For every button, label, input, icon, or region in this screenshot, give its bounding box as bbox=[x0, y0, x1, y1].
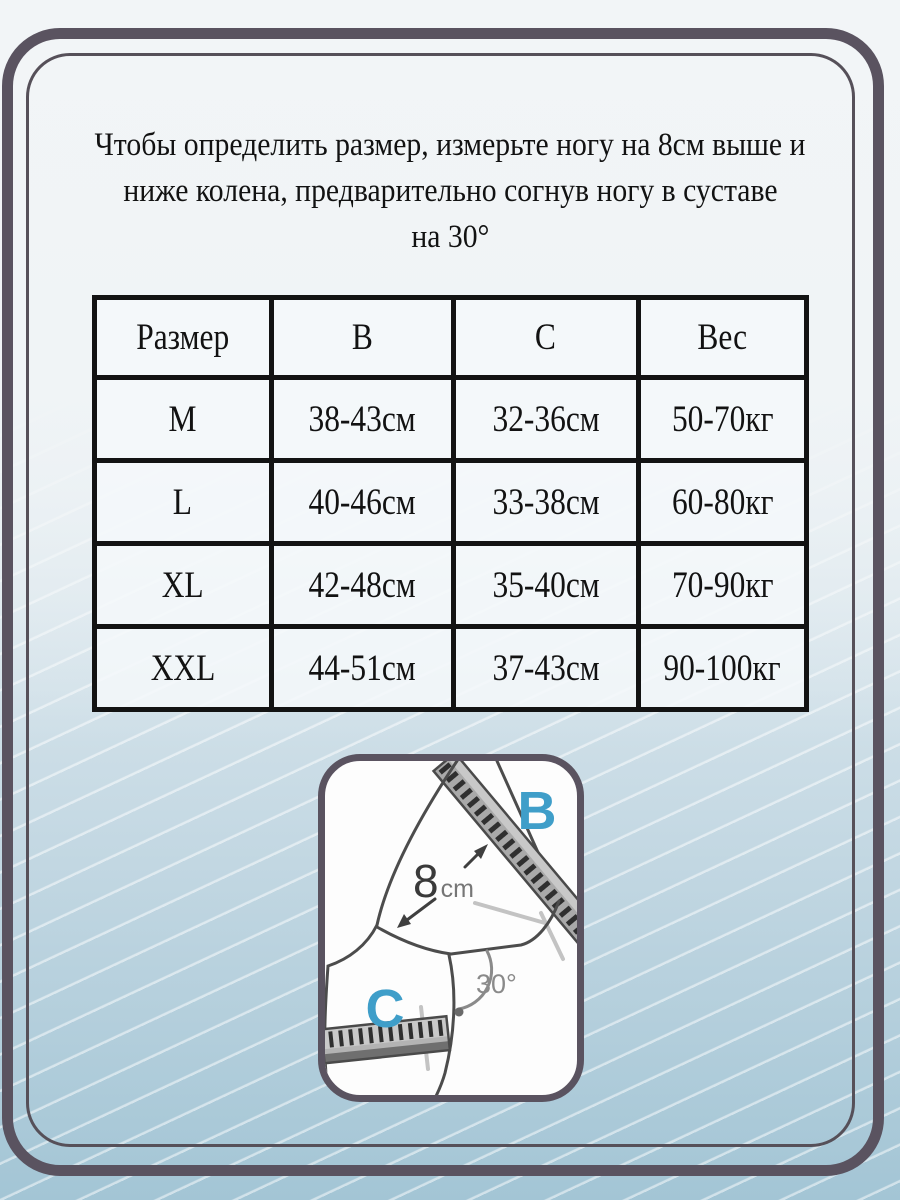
size-table bbox=[92, 295, 809, 712]
angle-arc-dot bbox=[455, 1008, 464, 1017]
header-weight: Вес bbox=[638, 298, 806, 378]
header-size: Размер bbox=[95, 298, 272, 378]
cell-b: 38-43см bbox=[271, 378, 453, 461]
size-table-header-row bbox=[95, 298, 807, 378]
instruction-line-2: ниже колена, предварительно согнув ногу в суставе bbox=[122, 173, 778, 209]
measurement-instructions bbox=[55, 122, 845, 260]
distance-label: 8cm bbox=[413, 855, 474, 907]
knee-crease-line bbox=[377, 927, 451, 954]
table-row-xl bbox=[95, 544, 807, 627]
label-b: B bbox=[517, 781, 557, 841]
cell-c: 32-36см bbox=[453, 378, 638, 461]
cell-size: L bbox=[95, 461, 272, 544]
cell-weight: 90-100кг bbox=[638, 627, 806, 710]
bent-knee-illustration bbox=[325, 761, 577, 1095]
instruction-line-3: на 30° bbox=[410, 219, 490, 255]
sketch-shade-line bbox=[475, 903, 545, 923]
header-c: C bbox=[453, 298, 638, 378]
table-row-l bbox=[95, 461, 807, 544]
cell-c: 35-40см bbox=[453, 544, 638, 627]
knee-measurement-diagram bbox=[318, 754, 584, 1102]
instruction-line-1: Чтобы определить размер, измерьте ногу на 8см выше и bbox=[94, 127, 806, 163]
cell-c: 37-43см bbox=[453, 627, 638, 710]
cell-weight: 60-80кг bbox=[638, 461, 806, 544]
cell-b: 42-48см bbox=[271, 544, 453, 627]
cell-size: M bbox=[95, 378, 272, 461]
header-b: B bbox=[271, 298, 453, 378]
cell-size: XXL bbox=[95, 627, 272, 710]
cell-weight: 50-70кг bbox=[638, 378, 806, 461]
thigh-underside-line bbox=[451, 901, 559, 954]
cell-b: 40-46см bbox=[271, 461, 453, 544]
cell-size: XL bbox=[95, 544, 272, 627]
cell-b: 44-51см bbox=[271, 627, 453, 710]
arrow-to-knee-head bbox=[397, 914, 411, 928]
cell-c: 33-38см bbox=[453, 461, 638, 544]
table-row-xxl bbox=[95, 627, 807, 710]
cell-weight: 70-90кг bbox=[638, 544, 806, 627]
angle-label: 30° bbox=[476, 969, 517, 999]
table-row-m bbox=[95, 378, 807, 461]
label-c: C bbox=[365, 979, 405, 1039]
